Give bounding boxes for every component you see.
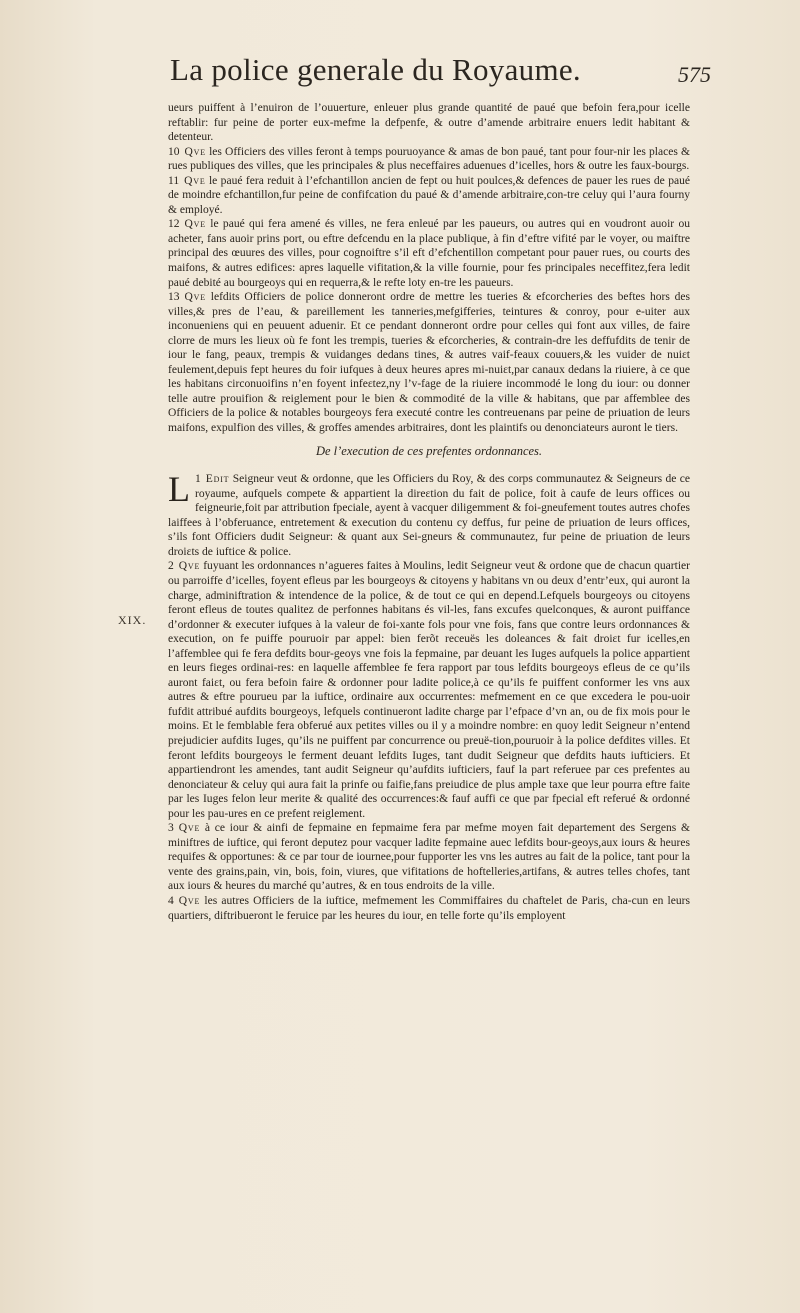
drop-cap: L [168, 469, 190, 510]
body-text [168, 101, 690, 923]
paragraph-number: 10 [168, 145, 180, 158]
paragraph [168, 101, 690, 145]
paragraph-group-bottom [168, 469, 690, 923]
paragraph-text: Seigneur veut & ordonne, que les Officiers du Roy, & des corps communautez & Seigneurs de ce royaume, aufquels compete & appartient la direɛtion du fait de police, foit à caufe de leurs offices ou feigneurie,foit par attribution fpeciale, ayent à vacquer diligemment & foi-gneufement toutes autres chofes laiffees à l’obferuance, entretement & execution du contenu cy deffus, fur peine de priuation de leurs offices, s’ils font Officiers dudit Seigneur: & quant aux Sei-gneurs & communautez, fur peine de priuation de leurs droiɛts de iuftice & police. [168, 473, 690, 558]
opening-word: Qve [184, 174, 206, 187]
paragraph [168, 217, 690, 290]
paragraph-number: 2 [168, 560, 174, 573]
opening-word: Qve [178, 822, 201, 835]
running-title: La police generale du Royaume. [170, 52, 581, 87]
paragraph-text: ueurs puiffent à l’enuiron de l’ouuerture, enleuer plus grande quantité de paué que befoin fera,pour icelle reftablir: fur peine de porter eux-mefme la defpenfe, & outre d’amende arbitraire enuers ledit habitant & detenteur. [168, 102, 690, 144]
page-number: 575 [678, 62, 711, 87]
opening-word: Qve [184, 218, 206, 231]
paragraph-number: 11 [168, 174, 180, 187]
paragraph-group-top [168, 101, 690, 436]
opening-word: Qve [178, 894, 201, 907]
paragraph [168, 469, 690, 559]
paragraph-number: 4 [168, 894, 174, 907]
paragraph [168, 290, 690, 435]
opening-word: Qve [184, 291, 206, 304]
margin-note: XIX. [118, 613, 147, 627]
paragraph-text: les Officiers des villes feront à temps pouruoyance & amas de bon paué, tant pour four-nir les places & rues publiques des villes, que les principales & plus neceffaires aduenues d’icelles, hors & outre les faux-bourgs. [168, 145, 690, 173]
paragraph-number: 3 [168, 822, 174, 835]
paragraph-text: lefdits Officiers de police donneront ordre de mettre les tueries & efcorcheries des beftes hors des villes,& pres de l’eau, & pareillement les tanneries,mefgifferies, teintures & conroy, pour e-uiter aux inconueniens qui en peuuent aduenir. Et ce pendant donneront ordre pour celles qui font aux villes, de faire clorre de murs les lieux où fe font les trempis, tueries & efcorcheries, & contrain-dre les deffufdits de tenir de iour le fang, peaux, trempis & vuidanges dedans tines, & autres vaif-feaux couuers,& les vuider de nuiɛt feulement,depuis fept heures du foir iufques à deux heures apres mi-nuiɛt,par canaux dedans la riuiere, à ce que les habitans circonuoifins n’en foyent infeɛtez,ny l’v-fage de la riuiere incommodé le long du iour: ou donner telle autre prouifion & reiglement pour le bien & commodité de la ville & habitans, que par affemblee des Officiers de la police & notables bourgeoys fera executé contre les contreuenans par peine de priuation de leurs maifons, expulfion des villes, & groffes amendes arbitraires, dont les plaintifs ou denonciateurs auront le tiers. [168, 291, 690, 435]
paragraph-text: le paué qui fera amené és villes, ne fera enleué par les paueurs, ou autres qui en voudront auoir ou acheter, fans auoir prins port, ou eftre defcendu en la place publique, à fin d’eftre vifité par le voyer, ou maiftre principal des œuures des villes, pour cognoiftre s’il eft d’efchentillon competant pour pauer rues, ou courts des maifons, & autres edifices: apres laquelle vifitation,& la ville fournie, pour fes principales neceffitez,fera ledit paué debité au bourgeoys qui en requerra,& le refte loty en-tre les paueurs. [168, 218, 690, 289]
paragraph-text: fuyuant les ordonnances n’agueres faites à Moulins, ledit Seigneur veut & ordone que de chacun quartier ou parroiffe d’icelles, foyent efleus par les bourgeoys & citoyens y habitans vn ou deux d’entr’eux, qui auront la charge, adminiftration & intendence de la police, & de tout ce qui en depend.Lefquels bourgeoys ou citoyens feront efleus de toutes qualitez de perfonnes habitans és vil-les, fans excufes quelconques, & auront puiffance d’ordonner & executer iufques à la valeur de foi-xante fols pour vne fois, fans que contre leurs ordonnances & execution, on fe puiffe pouruoir par appel: bien ferõt receuës les doleances & fait droiɛt fur icelles,en l’affemblee qui fe fera defdits bour-geoys vne fois la fepmaine, par deuant les Iuges aufquels la police appartient en leurs fieges ordinai-res: en laquelle affemblee fe fera rapport par tous lefdits bourgeoys efleus de ce qu’ils auront faiɛt, ou fera befoin faire & ordonner pour ladite police,à ce qu’ils fe puiffent conformer les vns aux autres & eftre pourueu par la iuftice, ordinaire aux occurrentes: mefmement en ce que excedera le pou-uoir fufdit attribué aufdits bourgeoys, lefquels continueront ladite charge par l’efpace d’vn an, ou de fix mois pour le moins. Et le femblable fera obferué aux petites villes ou il y a moindre nombre: en quoy ledit Seigneur n’entend prejudicier aufdits Iuges, qu’ils ne puiffent par concurrence ou preuë-tion,pouruoir à la police defdites villes. Et feront lefdits bourgeoys le ferment deuant lefdits Iuges, tant dudit Seigneur que defdits hauts iufticiers. Et appartiendront les amendes, tant audit Seigneur qu’aufdits iufticiers, fauf la part referuee par ces prefentes au denonciateur & celuy qui aura fait la prinfe ou faifie,fans preiudice de plus ample taxe que leur pourra eftre faite par les Iuges felon leur merite & qualité des occurrences:& fauf auffi ce que par fpecial eft referué & ordonné pour les pau-ures en ce prefent reiglement. [168, 560, 690, 820]
section-heading: De l’execution de ces prefentes ordonnances. [315, 443, 543, 458]
paragraph-number: 13 [168, 291, 180, 304]
paragraph [168, 559, 690, 821]
paragraph-text: les autres Officiers de la iuftice, mefmement les Commiffaires du chaftelet de Paris, cha-cun en leurs quartiers, diftribueront le feruice par les heures du iour, en telle forte qu’ils employent [168, 894, 690, 922]
paragraph [168, 174, 690, 218]
paragraph [168, 821, 690, 894]
paragraph-text: le paué fera reduit à l’efchantillon ancien de fept ou huit poulces,& defences de pauer les rues de paué de moindre efchantillon,fur peine de confifcation du paué & d’amende arbitraire,con-tre celuy qui l’aura fourny & employé. [168, 174, 690, 216]
paragraph [168, 145, 690, 174]
page-header [0, 50, 800, 100]
opening-word: Edit [205, 473, 230, 486]
opening-word: Qve [184, 145, 206, 158]
paragraph-number: 1 [195, 473, 201, 486]
paragraph [168, 894, 690, 923]
opening-word: Qve [178, 560, 201, 573]
paragraph-text: à ce iour & ainfi de fepmaine en fepmaime fera par mefme moyen fait departement des Sergens & miniftres de iuftice, qui feront deputez pour vacquer ladite fepmaine auec lefdits bour-geoys,aux iours & heures requifes & opportunes: & ce par tour de iournee,pour fupporter les vns les autres au fait de la police, tant pour la vente des grains,pain, vin, bois, foin, viures, que vifitations de hoftelleries,artifans, & autres telles chofes, tant aux iours & heures du marché qu’autres, & en tous endroits de la ville. [168, 822, 690, 893]
paragraph-number: 12 [168, 218, 180, 231]
